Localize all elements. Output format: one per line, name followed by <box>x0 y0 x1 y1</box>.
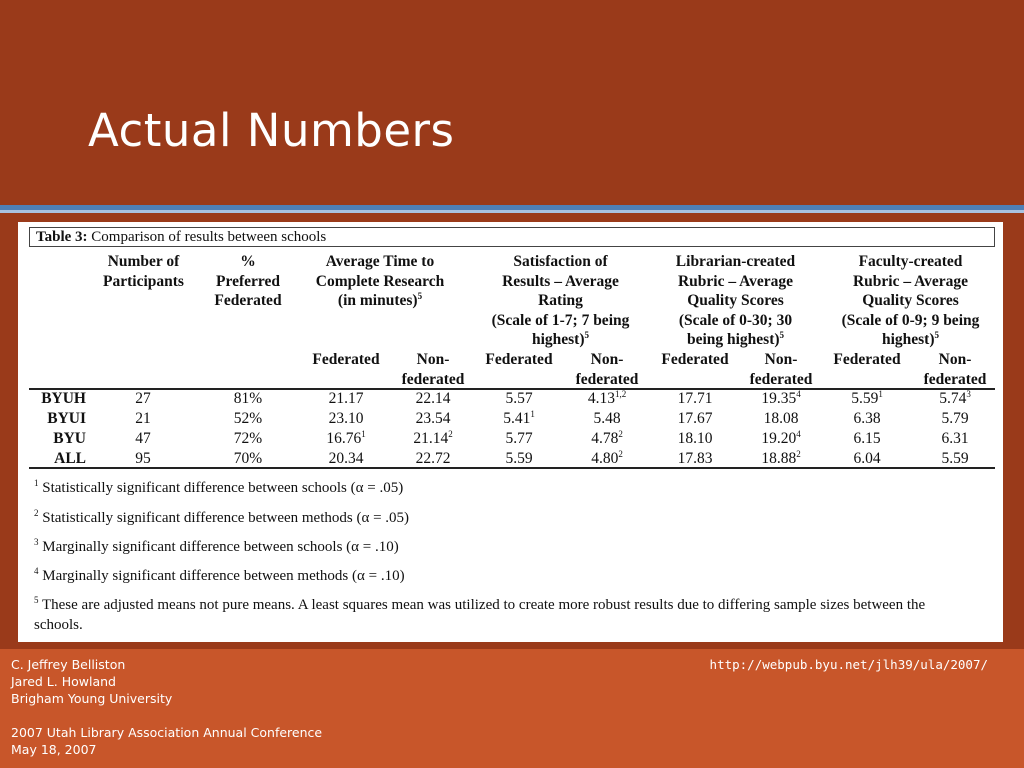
table-cell <box>736 449 826 469</box>
header-line: Non- <box>416 351 450 368</box>
table-cell <box>910 449 1000 469</box>
subheader-time-federated: Federated <box>312 351 380 368</box>
footnote <box>34 566 405 586</box>
footnote-ref: 5 <box>417 291 423 301</box>
footnote-ref: 5 <box>584 330 590 340</box>
cell-value: 4.78 <box>591 430 619 447</box>
table-cell <box>98 429 188 449</box>
table-cell <box>822 429 912 449</box>
cell-value: 5.59 <box>941 450 969 467</box>
table-cell <box>650 429 740 449</box>
header-line: Average Time to <box>325 253 435 270</box>
footnote-mark: 3 <box>34 537 39 547</box>
cell-value: 22.14 <box>415 390 451 407</box>
subheader-time-nonfederated <box>388 350 478 389</box>
header-line: (Scale of 0-30; 30 <box>678 311 793 329</box>
table-cell <box>650 409 740 429</box>
cell-value: 18.08 <box>763 410 799 427</box>
subheader-lib-nonfederated <box>736 350 826 389</box>
header-line: Results – Average <box>502 272 619 290</box>
footnote-ref: 2 <box>796 449 801 459</box>
header-participants <box>96 252 191 291</box>
cell-value: 20.34 <box>328 450 364 467</box>
cell-value: 23.10 <box>328 410 364 427</box>
header-line: Non- <box>938 351 972 368</box>
results-table <box>18 222 1003 642</box>
footnote-ref: 5 <box>934 330 940 340</box>
header-line: Quality Scores <box>687 292 784 309</box>
table-cell <box>474 429 564 449</box>
cell-value: 22.72 <box>415 450 451 467</box>
cell-value: 17.67 <box>677 410 713 427</box>
subheader-sat-federated: Federated <box>485 351 553 368</box>
header-line <box>473 330 648 350</box>
footnote-mark: 2 <box>34 508 39 518</box>
table-cell <box>562 449 652 469</box>
row-label: ALL <box>54 450 86 467</box>
table-caption <box>29 227 995 247</box>
row-label: BYUI <box>47 410 86 427</box>
slide-title: Actual Numbers <box>88 104 455 157</box>
cell-value: 52% <box>233 410 263 427</box>
table-cell <box>474 389 564 409</box>
row-label: BYU <box>53 430 86 447</box>
header-line: federated <box>923 370 987 388</box>
header-line: Number of <box>107 253 180 270</box>
cell-value: 4.13 <box>587 390 615 407</box>
cell-value: 5.79 <box>941 410 969 427</box>
footnote <box>34 508 409 528</box>
table-cell <box>736 409 826 429</box>
cell-value: 5.74 <box>939 390 967 407</box>
table-cell <box>388 409 478 429</box>
footnote-text: Marginally significant difference between methods (α = .10) <box>38 568 405 584</box>
table-cell <box>301 429 391 449</box>
header-line: (Scale of 0-9; 9 being <box>841 311 980 329</box>
footnote-ref: 2 <box>448 429 453 439</box>
footnote <box>34 595 934 635</box>
row-label: BYUH <box>41 390 86 407</box>
table-cell <box>736 429 826 449</box>
footnote-mark: 4 <box>34 566 39 576</box>
footer-left <box>11 656 322 758</box>
footer-date: May 18, 2007 <box>11 742 97 757</box>
table-cell <box>203 449 293 469</box>
table-cell <box>562 429 652 449</box>
cell-value: 5.41 <box>503 410 531 427</box>
cell-value: 5.48 <box>593 410 621 427</box>
footer-url: http://webpub.byu.net/jlh39/ula/2007/ <box>709 657 988 672</box>
table-cell <box>301 449 391 469</box>
footnote-ref: 1,2 <box>614 389 627 399</box>
cell-value: 6.31 <box>941 430 969 447</box>
header-faculty <box>823 252 998 350</box>
header-line: Satisfaction of <box>513 253 608 270</box>
header-line-text: being highest) <box>686 331 780 348</box>
header-line: Rubric – Average <box>852 272 969 290</box>
cell-value: 21.17 <box>328 390 364 407</box>
table-cell <box>301 389 391 409</box>
footer-conference: 2007 Utah Library Association Annual Conference <box>11 725 323 740</box>
subheader-lib-federated: Federated <box>661 351 729 368</box>
footnote-ref: 2 <box>618 429 623 439</box>
table-cell <box>562 409 652 429</box>
table-cell <box>910 429 1000 449</box>
cell-value: 4.80 <box>591 450 619 467</box>
table-cell <box>98 409 188 429</box>
footnote-text: Statistically significant difference between methods (α = .05) <box>38 510 410 526</box>
header-librarian <box>648 252 823 350</box>
cell-value: 19.35 <box>761 390 797 407</box>
table-cell <box>736 389 826 409</box>
cell-value: 81% <box>233 390 263 407</box>
header-line: federated <box>575 370 639 388</box>
footnote-ref: 3 <box>966 389 971 399</box>
header-line: Non- <box>590 351 624 368</box>
header-line: Preferred <box>216 272 280 290</box>
table-cell <box>474 409 564 429</box>
table-cell <box>650 389 740 409</box>
table-cell <box>650 449 740 469</box>
header-line-text: (in minutes) <box>337 292 418 309</box>
footnote-ref: 4 <box>796 389 801 399</box>
header-line <box>823 330 998 350</box>
table-cell <box>98 449 188 469</box>
header-line-text: highest) <box>881 331 935 348</box>
table-cell <box>388 449 478 469</box>
cell-value: 6.04 <box>853 450 881 467</box>
cell-value: 5.59 <box>851 390 879 407</box>
footer-author: Jared L. Howland <box>11 674 116 689</box>
table-cell <box>822 449 912 469</box>
header-satisfaction <box>473 252 648 350</box>
footnote-text: Statistically significant difference between schools (α = .05) <box>38 480 404 496</box>
table-cell <box>822 409 912 429</box>
footnote-ref: 2 <box>618 449 623 459</box>
cell-value: 70% <box>233 450 263 467</box>
footnote-mark: 1 <box>34 478 39 488</box>
header-line: Quality Scores <box>862 292 959 309</box>
header-preferred <box>203 252 293 311</box>
cell-value: 19.20 <box>761 430 797 447</box>
footnote-ref: 1 <box>530 409 535 419</box>
cell-value: 6.38 <box>853 410 881 427</box>
cell-value: 5.57 <box>505 390 533 407</box>
cell-value: 23.54 <box>415 410 451 427</box>
footnote-mark: 5 <box>34 595 39 605</box>
title-band <box>0 0 1024 205</box>
header-line: federated <box>401 370 465 388</box>
header-line: federated <box>749 370 813 388</box>
cell-value: 17.71 <box>677 390 713 407</box>
footer-institution: Brigham Young University <box>11 691 173 706</box>
footnote <box>34 478 403 498</box>
table-cell <box>98 389 188 409</box>
cell-value: 21.14 <box>413 430 449 447</box>
table-cell <box>388 429 478 449</box>
footer-spacer <box>11 707 322 724</box>
header-line: Complete Research <box>315 272 445 290</box>
cell-value: 18.10 <box>677 430 713 447</box>
header-line: Rubric – Average <box>677 272 794 290</box>
footnote-text: These are adjusted means not pure means. A least squares mean was utilized to create more robust results due to differing sample sizes between the schools. <box>34 597 926 633</box>
table-cell <box>301 409 391 429</box>
header-line-text: highest) <box>531 331 585 348</box>
subheader-sat-nonfederated <box>562 350 652 389</box>
cell-value: 5.59 <box>505 450 533 467</box>
header-line: Non- <box>764 351 798 368</box>
header-line: Faculty-created <box>858 253 963 270</box>
table-cell <box>388 389 478 409</box>
cell-value: 5.77 <box>505 430 533 447</box>
table-caption-label: Table 3: <box>36 229 88 245</box>
table-cell <box>203 389 293 409</box>
table-cell <box>822 389 912 409</box>
header-line: Librarian-created <box>675 253 796 270</box>
header-line: % <box>240 253 256 270</box>
footnote <box>34 537 399 557</box>
header-line: Federated <box>214 292 282 309</box>
table-cell <box>203 409 293 429</box>
header-line <box>305 291 455 311</box>
bottom-rule <box>29 467 995 469</box>
header-line <box>648 330 823 350</box>
table-cell <box>474 449 564 469</box>
table-cell <box>203 429 293 449</box>
table-caption-text: Comparison of results between schools <box>87 229 327 245</box>
header-time <box>305 252 455 311</box>
table-cell <box>562 389 652 409</box>
cell-value: 18.88 <box>761 450 797 467</box>
footnote-ref: 1 <box>878 389 883 399</box>
cell-value: 95 <box>135 450 151 467</box>
subheader-fac-federated: Federated <box>833 351 901 368</box>
footnote-ref: 1 <box>361 429 366 439</box>
header-line: (Scale of 1-7; 7 being <box>491 311 630 329</box>
header-line: Rating <box>538 292 583 309</box>
footnote-ref: 5 <box>779 330 785 340</box>
cell-value: 16.76 <box>326 430 362 447</box>
cell-value: 27 <box>135 390 151 407</box>
cell-value: 6.15 <box>853 430 881 447</box>
footnote-ref: 4 <box>796 429 801 439</box>
cell-value: 21 <box>135 410 151 427</box>
table-cell <box>910 409 1000 429</box>
cell-value: 17.83 <box>677 450 713 467</box>
subheader-fac-nonfederated <box>910 350 1000 389</box>
table-cell <box>910 389 1000 409</box>
cell-value: 47 <box>135 430 151 447</box>
cell-value: 72% <box>233 430 263 447</box>
footer-author: C. Jeffrey Belliston <box>11 657 126 672</box>
header-line: Participants <box>103 272 184 290</box>
footnote-text: Marginally significant difference between schools (α = .10) <box>38 539 399 555</box>
